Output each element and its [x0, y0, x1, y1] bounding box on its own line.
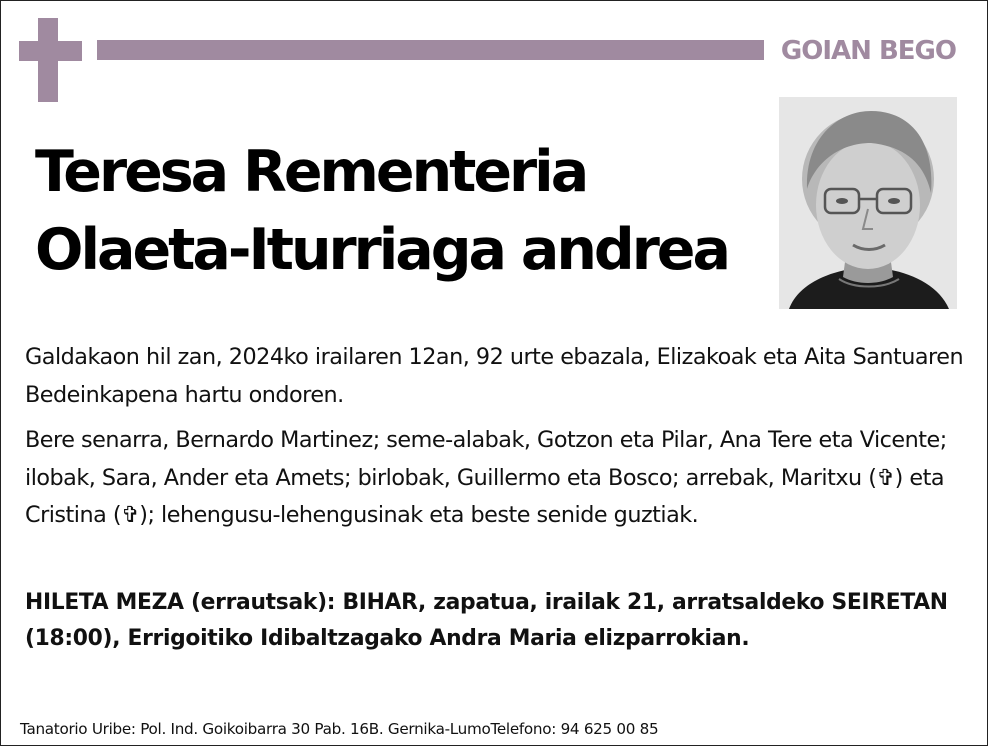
- funeral-mass-paragraph: HILETA MEZA (errautsak): BIHAR, zapatua, irailak 21, arratsaldeko SEIRETAN (18:00), Errigoitiko Idibaltzagako Andra Maria elizparrokian.: [25, 590, 948, 651]
- header-divider-bar: [97, 40, 764, 60]
- family-paragraph: Bere senarra, Bernardo Martinez; seme-alabak, Gotzon eta Pilar, Ana Tere eta Vicente; ilobak, Sara, Ander eta Amets; birlobak, Guillermo eta Bosco; arrebak, Maritxu (✞) eta Cristina (✞); lehengusu-lehengusinak eta beste senide guztiak.: [25, 427, 947, 528]
- funeral-home-footer: Tanatorio Uribe: Pol. Ind. Goikoibarra 30 Pab. 16B. Gernika-LumoTelefono: 94 625 00 85: [20, 720, 659, 738]
- deceased-name: [35, 133, 775, 289]
- deceased-name-line1: Teresa Rementeria: [35, 139, 587, 205]
- portrait-image: [779, 97, 957, 309]
- deceased-name-line2: Olaeta-Iturriaga andrea: [35, 217, 728, 283]
- death-notice-paragraph: Galdakaon hil zan, 2024ko irailaren 12an, 92 urte ebazala, Elizakoak eta Aita Santuaren Bedeinkapena hartu ondoren.: [25, 344, 964, 408]
- cross-icon: [19, 18, 82, 102]
- location-label: GOIAN BEGO: [780, 36, 956, 66]
- portrait-photo: [779, 97, 957, 309]
